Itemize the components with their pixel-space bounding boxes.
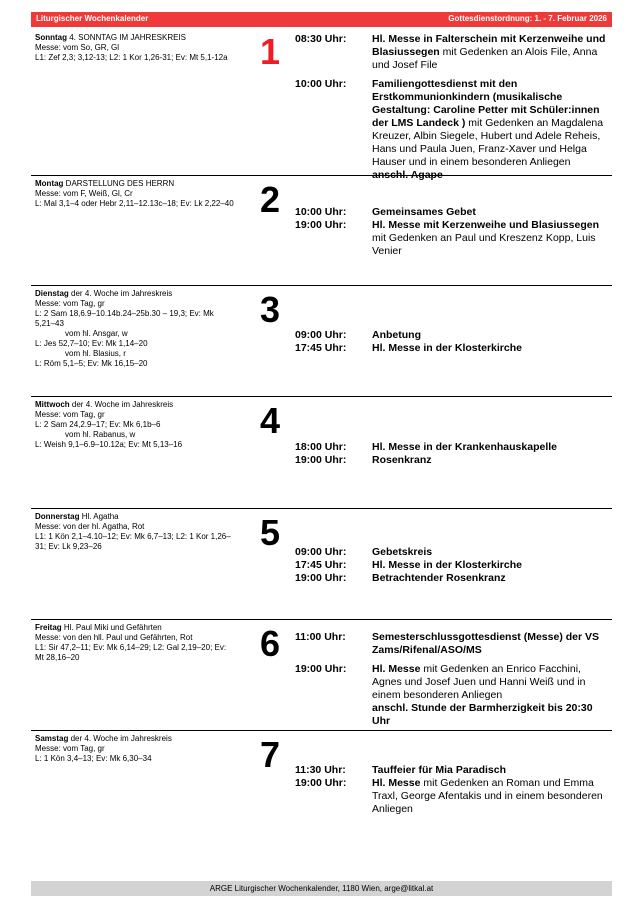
day-readings: L: Weish 9,1–6.9–10.12a; Ev: Mt 5,13–16 [35,440,183,449]
day-number: 6 [259,623,281,664]
day-name: Samstag [35,734,69,743]
event-detail: mit Gedenken an Roman und Emma Traxl, George Afentakis und in einem besonderen Anliegen [372,777,603,815]
event-time: 19:00 Uhr: [295,663,347,675]
event-title: Hl. Messe in der Klosterkirche [372,342,522,354]
day-info [35,179,235,209]
event-list [295,546,609,585]
day-number: 7 [259,734,281,775]
day-feast: Hl. Agatha [81,512,119,521]
event-title: Hl. Messe [372,777,421,789]
day-memorial: vom hl. Blasius, r [65,349,126,358]
day-feast: DARSTELLUNG DES HERRN [65,179,175,188]
day-memorial: vom hl. Rabanus, w [65,430,136,439]
event-row [295,777,609,816]
day-wednesday [31,396,612,509]
day-name: Donnerstag [35,512,80,521]
event-detail: mit Gedenken an Alois File, Anna und Josef File [372,46,598,71]
event-detail: mit Gedenken an Paul und Kreszenz Kopp, Luis Venier [372,232,596,257]
event-row [295,78,609,182]
day-readings: L1: 1 Kön 2,1–4.10–12; Ev: Mk 6,7–13; L2: 1 Kor 1,26–31; Ev: Lk 9,23–26 [35,532,231,551]
event-time: 10:00 Uhr: [295,78,347,90]
day-saturday [31,730,612,871]
day-info [35,734,235,764]
event-row [295,764,609,777]
event-time: 19:00 Uhr: [295,219,347,231]
event-time: 08:30 Uhr: [295,33,347,45]
event-time: 18:00 Uhr: [295,441,347,453]
event-title: Hl. Messe [372,663,421,675]
event-list [295,441,609,467]
header-title: Liturgischer Wochenkalender [36,14,149,23]
day-readings: L: Röm 5,1–5; Ev: Mk 16,15–20 [35,359,148,368]
event-list [295,33,609,182]
event-time: 09:00 Uhr: [295,546,347,558]
day-readings: L: 1 Kön 3,4–13; Ev: Mk 6,30–34 [35,754,152,763]
day-readings: L1: Zef 2,3; 3,12-13; L2: 1 Kor 1,26-31; Ev: Mt 5,1-12a [35,53,228,62]
event-time: 11:00 Uhr: [295,631,346,643]
day-mass: Messe: vom Tag, gr [35,744,105,753]
day-name: Sonntag [35,33,67,42]
event-list [295,764,609,816]
day-name: Freitag [35,623,62,632]
event-time: 19:00 Uhr: [295,454,347,466]
event-row [295,454,609,467]
event-list [295,329,609,355]
event-time: 11:30 Uhr: [295,764,346,776]
event-time: 19:00 Uhr: [295,572,347,584]
day-mass: Messe: von den hll. Paul und Gefährten, Rot [35,633,193,642]
event-row [295,631,609,657]
event-time: 17:45 Uhr: [295,559,347,571]
day-feast: der 4. Woche im Jahreskreis [71,289,173,298]
day-readings: L: 2 Sam 24,2.9–17; Ev: Mk 6,1b–6 [35,420,161,429]
event-title: Anbetung [372,329,421,341]
event-row [295,559,609,572]
event-row [295,441,609,454]
header-bar [31,12,612,27]
day-feast: der 4. Woche im Jahreskreis [71,400,174,409]
event-title: Semesterschlussgottesdienst (Messe) der VS Zams/Rifenal/ASO/MS [372,631,600,656]
footer-bar [31,881,612,896]
day-tuesday [31,285,612,397]
day-friday [31,619,612,731]
day-sunday [31,30,612,181]
event-row [295,663,609,728]
day-memorial: vom hl. Ansgar, w [65,329,128,338]
event-list [295,206,609,258]
day-mass: Messe: vom Tag, gr [35,410,105,419]
event-row [295,33,609,72]
event-title: Hl. Messe mit Kerzenweihe und Blasiussegen [372,219,599,231]
day-number: 3 [259,289,281,330]
event-title: Hl. Messe in der Klosterkirche [372,559,522,571]
event-extra: anschl. Agape [372,169,443,181]
event-time: 19:00 Uhr: [295,777,347,789]
event-title: Gemeinsames Gebet [372,206,476,218]
day-monday [31,175,612,286]
day-number: 2 [259,179,281,220]
event-row [295,329,609,342]
day-readings: L1: Sir 47,2–11; Ev: Mk 6,14–29; L2: Gal 2,19–20; Ev: Mt 28,16–20 [35,643,227,662]
day-readings: L: 2 Sam 18,6.9–10.14b.24–25b.30 – 19,3; Ev: Mk 5,21–43 [35,309,214,328]
day-name: Dienstag [35,289,69,298]
footer-text: ARGE Liturgischer Wochenkalender, 1180 Wien, arge@litkal.at [209,884,434,893]
event-list [295,631,609,728]
event-detail: mit Gedenken an Magdalena Kreuzer, Albin Siegele, Hubert und Adele Reheis, Hans und Paula Juen, Franz-Xaver und Helga Hauser und in einem besonderen Anliegen [372,117,604,168]
event-row [295,206,609,219]
event-title: Hl. Messe in der Krankenhauskapelle [372,441,557,453]
day-info [35,400,235,450]
day-info [35,512,235,552]
day-mass: Messe: vom Tag, gr [35,299,105,308]
event-title: Gebetskreis [372,546,433,558]
day-mass: Messe: vom So, GR, Gl [35,43,120,52]
event-title: Rosenkranz [372,454,432,466]
day-info [35,33,235,63]
day-info [35,289,235,369]
event-row [295,219,609,258]
event-row [295,546,609,559]
day-number: 5 [259,512,281,553]
day-name: Montag [35,179,64,188]
day-number: 4 [259,400,281,441]
header-period: Gottesdienstordnung: 1. - 7. Februar 2026 [448,14,607,23]
event-detail: mit Gedenken an Enrico Facchini, Agnes und Josef Juen und Hanni Weiß und in einem besonderen Anliegen [372,663,586,701]
event-title: Tauffeier für Mia Paradisch [372,764,507,776]
event-time: 10:00 Uhr: [295,206,347,218]
event-title: Hl. Messe in Falterschein mit Kerzenweihe und Blasiussegen [372,33,606,58]
day-readings: L: Jes 52,7–10; Ev: Mk 1,14–20 [35,339,148,348]
event-title: Familiengottesdienst mit den Erstkommunionkindern (musikalische Gestaltung: Caroline Petter mit Schüler:innen der LMS Landeck ) [372,78,600,129]
event-row [295,572,609,585]
day-feast: Hl. Paul Miki und Gefährten [63,623,162,632]
event-extra: anschl. Stunde der Barmherzigkeit bis 20:30 Uhr [372,702,593,727]
day-mass: Messe: vom F, Weiß, Gl, Cr [35,189,133,198]
day-name: Mittwoch [35,400,70,409]
day-thursday [31,508,612,620]
event-time: 17:45 Uhr: [295,342,347,354]
event-title: Betrachtender Rosenkranz [372,572,506,584]
day-info [35,623,235,663]
event-row [295,342,609,355]
day-feast: 4. SONNTAG IM JAHRESKREIS [69,33,186,42]
day-feast: der 4. Woche im Jahreskreis [70,734,172,743]
day-mass: Messe: von der hl. Agatha, Rot [35,522,145,531]
day-readings: L: Mal 3,1–4 oder Hebr 2,11–12.13c–18; Ev: Lk 2,22–40 [35,199,234,208]
day-number: 1 [259,31,281,72]
event-time: 09:00 Uhr: [295,329,347,341]
